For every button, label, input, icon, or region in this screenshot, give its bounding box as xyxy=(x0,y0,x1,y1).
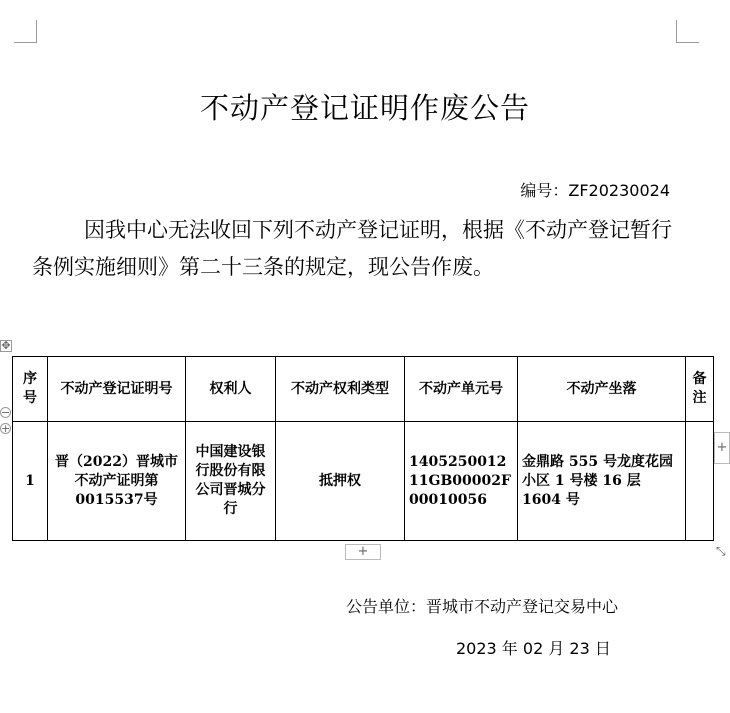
header-cert-no: 不动产登记证明号 xyxy=(48,357,186,422)
header-remark: 备注 xyxy=(686,357,714,422)
delete-row-icon[interactable]: − xyxy=(1,406,11,419)
table-move-handle-icon[interactable]: ✥ xyxy=(1,339,11,352)
cell-no[interactable]: 1 xyxy=(13,422,48,541)
cell-unit-no[interactable]: 140525001211GB00002F00010056 xyxy=(405,422,518,541)
add-row-button[interactable]: + xyxy=(345,544,381,560)
page-corner-mark-top-right xyxy=(676,20,699,43)
cell-location[interactable]: 金鼎路 555 号龙度花园小区 1 号楼 16 层 1604 号 xyxy=(518,422,686,541)
page-corner-mark-top-left xyxy=(14,20,37,43)
insert-row-icon[interactable]: + xyxy=(1,422,11,435)
document-title: 不动产登记证明作废公告 xyxy=(199,91,530,125)
cell-right-type[interactable]: 抵押权 xyxy=(276,422,405,541)
header-holder: 权利人 xyxy=(186,357,276,422)
add-column-button[interactable]: + xyxy=(714,432,730,464)
table-row xyxy=(13,422,714,541)
cell-remark[interactable] xyxy=(686,422,714,541)
issue-date: 2023 年 02 月 23 日 xyxy=(456,639,611,658)
cell-holder[interactable]: 中国建设银行股份有限公司晋城分行 xyxy=(186,422,276,541)
announcement-text: 因我中心无法收回下列不动产登记证明，根据《不动产登记暂行条例实施细则》第二十三条的规定，现公告作废。 xyxy=(32,218,672,279)
issuer-line: 公告单位：晋城市不动产登记交易中心 xyxy=(346,597,619,616)
header-location: 不动产坐落 xyxy=(518,357,686,422)
header-unit-no: 不动产单元号 xyxy=(405,357,518,422)
cell-cert-no[interactable]: 晋（2022）晋城市不动产证明第0015537号 xyxy=(48,422,186,541)
table-resize-handle-icon[interactable]: ⤡ xyxy=(716,544,726,558)
table-header-row xyxy=(13,357,714,422)
header-right-type: 不动产权利类型 xyxy=(276,357,405,422)
certificate-table xyxy=(12,356,714,541)
announcement-paragraph xyxy=(32,212,682,286)
document-number: 编号：ZF20230024 xyxy=(520,181,670,200)
header-no: 序号 xyxy=(13,357,48,422)
